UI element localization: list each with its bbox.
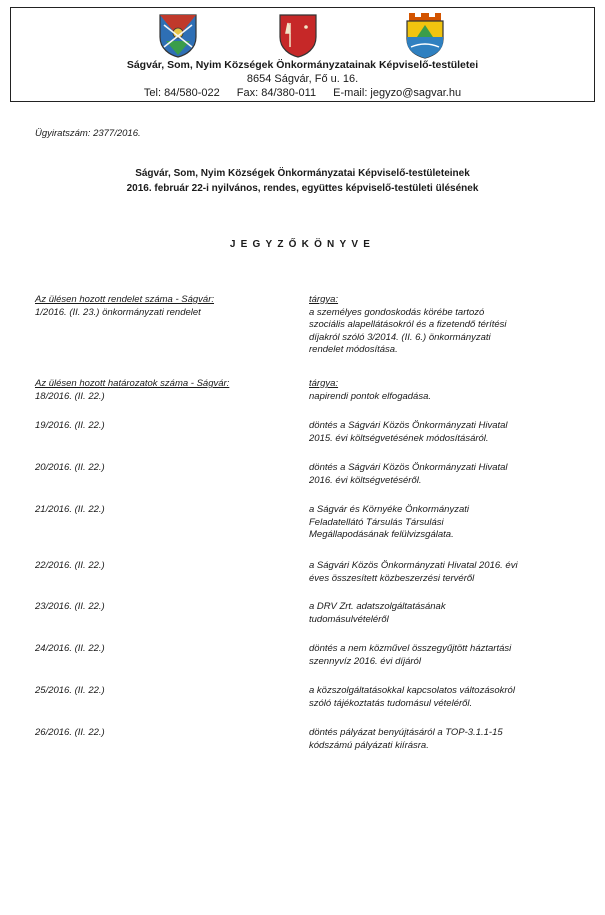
resolution-subject-line: döntés a nem közművel összegyűjtött háztartási — [309, 643, 512, 654]
decree-subject-line: szociális alapellátásokról és a fizetendő térítési — [309, 319, 507, 330]
resolution-subject-line: Feladatellátó Társulás Társulási — [309, 516, 444, 528]
resolutions-subject-header: tárgya: — [309, 378, 339, 389]
resolution-subject-line: a Ságvár és Környéke Önkormányzati — [309, 504, 469, 515]
resolution-subject-line: kódszámú pályázati kiírásra. — [309, 739, 429, 751]
letterhead-title: Ságvár, Som, Nyim Községek Önkormányzatainak Képviselő-testületei — [126, 59, 479, 71]
resolution-number: 26/2016. (II. 22.) — [35, 727, 105, 738]
resolution-row-left — [35, 601, 295, 614]
letterhead-address: 8654 Ságvár, Fő u. 16. — [246, 73, 359, 85]
resolution-row-left — [35, 420, 295, 433]
resolution-subject-line: szennyvíz 2016. évi díjáról — [309, 655, 421, 667]
resolution-subject-line: a Ságvári Közös Önkormányzati Hivatal 2016. évi — [309, 560, 518, 571]
resolution-row-right — [309, 462, 574, 487]
resolution-number: 23/2016. (II. 22.) — [35, 601, 105, 612]
resolution-row-right — [309, 685, 574, 710]
resolution-row-left — [35, 504, 295, 517]
resolution-row-right — [309, 560, 574, 585]
decrees-section-right — [309, 294, 574, 357]
resolution-number: 20/2016. (II. 22.) — [35, 462, 105, 473]
resolution-row-right — [309, 601, 574, 626]
nyim-crest-icon — [403, 11, 447, 59]
sagvar-crest-icon — [156, 11, 200, 59]
resolutions-header: Az ülésen hozott határozatok száma - Ságvár: — [35, 378, 230, 389]
decree-subject-line: a személyes gondoskodás körébe tartozó — [309, 306, 485, 318]
resolution-number: 24/2016. (II. 22.) — [35, 643, 105, 654]
resolution-subject-line: a közszolgáltatásokkal kapcsolatos változásokról — [309, 685, 515, 696]
resolution-subject-line: éves összesített közbeszerzési tervéről — [309, 572, 475, 584]
letterhead — [10, 7, 595, 102]
resolution-row-right — [309, 727, 574, 752]
decrees-section-left — [35, 294, 295, 319]
resolution-row-left — [35, 727, 295, 740]
decrees-header: Az ülésen hozott rendelet száma - Ságvár: — [35, 294, 215, 305]
resolution-subject-line: döntés pályázat benyújtásáról a TOP-3.1.1-15 — [309, 727, 503, 738]
resolution-row-right — [309, 643, 574, 668]
resolution-row-left — [35, 643, 295, 656]
resolution-row-left — [35, 462, 295, 475]
letterhead-contact — [11, 87, 594, 99]
resolutions-section-right — [309, 378, 574, 403]
resolution-number: 19/2016. (II. 22.) — [35, 420, 105, 431]
document-title-line-1: Ságvár, Som, Nyim Községek Önkormányzatai Képviselő-testületeinek — [135, 168, 470, 179]
fax-number: Fax: 84/380-011 — [236, 87, 317, 99]
resolution-subject-line: Megállapodásának felülvizsgálata. — [309, 529, 454, 540]
resolution-row-left — [35, 685, 295, 698]
resolution-subject-line: 2015. évi költségvetésének módosításáról. — [309, 432, 489, 444]
resolution-row-left — [35, 560, 295, 573]
resolution-subject-line: napirendi pontok elfogadása. — [309, 390, 432, 402]
resolution-subject-line: szóló tájékoztatás tudomásul vételéről. — [309, 697, 473, 709]
crest-row — [11, 11, 594, 63]
resolutions-section-left — [35, 378, 295, 403]
som-crest-icon — [276, 11, 320, 59]
resolution-row-right — [309, 420, 574, 445]
file-reference-number: Ügyiratszám: 2377/2016. — [35, 128, 141, 139]
resolution-subject-line: döntés a Ságvári Közös Önkormányzati Hivatal — [309, 462, 508, 473]
resolution-row-right — [309, 504, 574, 542]
phone-number: Tel: 84/580-022 — [143, 87, 220, 99]
resolution-subject-line: a DRV Zrt. adatszolgáltatásának — [309, 601, 446, 612]
decree-subject-line: rendelet módosítása. — [309, 344, 398, 355]
resolution-number: 18/2016. (II. 22.) — [35, 390, 105, 402]
resolution-subject-line: 2016. évi költségvetéséről. — [309, 474, 422, 486]
decree-subject-line: díjakról szóló 3/2014. (II. 6.) önkormányzati — [309, 331, 491, 343]
email-address: E-mail: jegyzo@sagvar.hu — [333, 87, 462, 99]
resolution-number: 25/2016. (II. 22.) — [35, 685, 105, 696]
resolution-number: 22/2016. (II. 22.) — [35, 560, 105, 571]
decrees-subject-header: tárgya: — [309, 294, 339, 305]
document-title-line-2: 2016. február 22-i nyilvános, rendes, együttes képviselő-testületi ülésének — [126, 183, 479, 194]
resolution-number: 21/2016. (II. 22.) — [35, 504, 105, 515]
decree-number: 1/2016. (II. 23.) önkormányzati rendelet — [35, 306, 201, 318]
resolution-subject-line: tudomásulvételéről — [309, 613, 389, 625]
resolution-subject-line: döntés a Ságvári Közös Önkormányzati Hivatal — [309, 420, 508, 431]
document-heading: JEGYZŐKÖNYVE — [229, 239, 376, 250]
